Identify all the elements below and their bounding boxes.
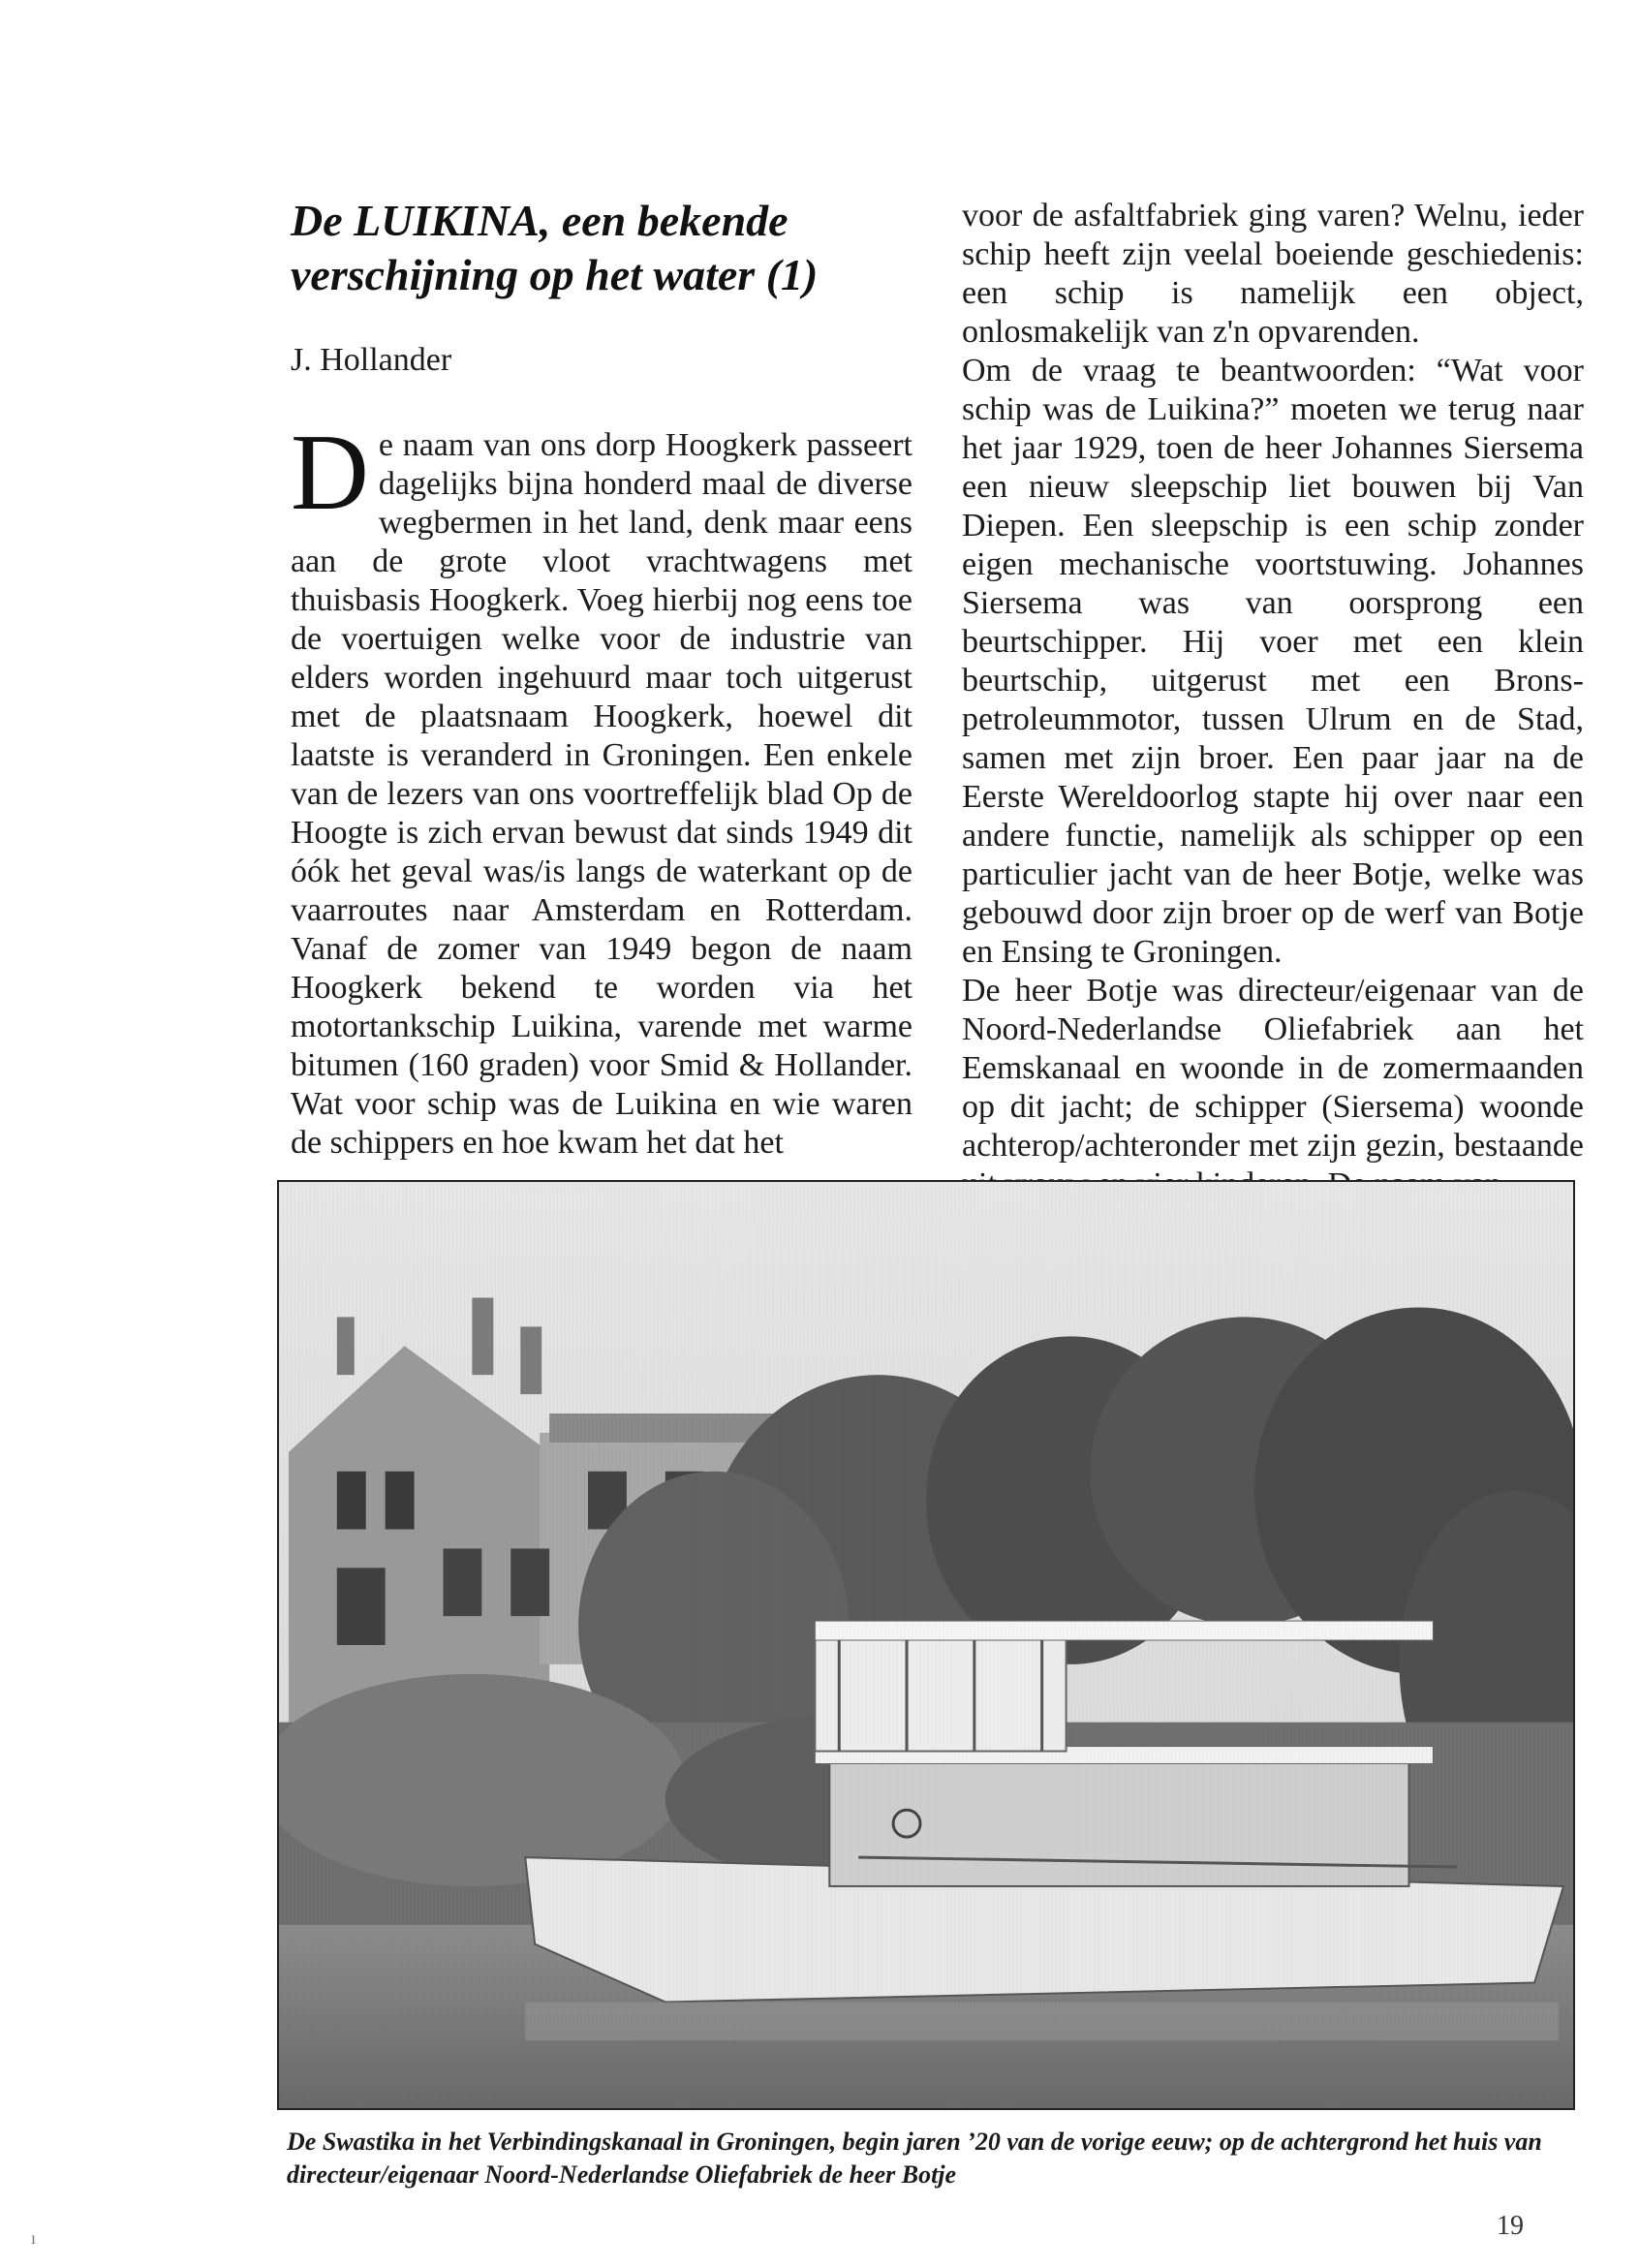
right-paragraph-3: De heer Botje was directeur/eigenaar van de Noord-Nederlandse Oliefabriek aan het Eemskanaal en woonde in de zomermaanden op dit jacht; de schipper (Siersema) woonde achterop/achteronder met zijn gezin, bestaande xyxy=(962,973,1584,1164)
photo-caption: De Swastika in het Verbindingskanaal in Groningen, begin jaren ’20 van de vorige eeuw; op de achtergrond het huis van directeur/eigenaar Noord-Nederlandse Oliefabriek de heer Botje xyxy=(287,2128,1542,2189)
article-title: De LUIKINA, een bekende verschijning op het water (1) xyxy=(291,196,819,299)
left-paragraph xyxy=(291,413,912,1163)
drop-cap: D xyxy=(291,413,369,533)
right-column xyxy=(962,197,1584,1204)
right-paragraph-2: Om de vraag te beantwoorden: “Wat voor schip was de Luikina?” moeten we terug naar het jaar 1929, toen de heer Johannes Siersema een nieuw sleepschip liet bouwen bij Van Diepen. Een sleepschip is een schip zonder eigen mechanische voortstuwing. Johannes Siersema was van oorsprong een beurtschipper. Hij voer met een klein beurtschip, uitgerust met een Brons-petroleummotor, tussen Ulrum en de Stad, samen met zijn broer. Een paar jaar na de Eerste Wereldoorlog stapte hij over naar een andere functie, namelijk als schipper op een particulier jacht van de heer Botje, welke was gebouwd door zijn broer op de werf van Botje en Ensing te Groningen. xyxy=(962,353,1584,970)
left-column xyxy=(291,194,912,1163)
margin-mark: ı xyxy=(31,2228,37,2248)
article-author: J. Hollander xyxy=(291,342,452,378)
historic-photo xyxy=(277,1180,1575,2110)
photo-illustration xyxy=(279,1182,1573,2108)
right-paragraph-1: voor de asfaltfabriek ging varen? Welnu, ieder schip heeft zijn veelal boeiende geschiedenis: een schip is namelijk een object, onlosmakelijk van z'n opvarenden. xyxy=(962,198,1584,350)
page-number: 19 xyxy=(1497,2211,1524,2241)
left-paragraph-text: e naam van ons dorp Hoogkerk passeert dagelijks bijna honderd maal de diverse wegbermen in het land, denk maar eens aan de grote vloot vrachtwagens met thuisbasis Hoogkerk. Voeg hierbij nog eens toe de voertuigen welke voor de industrie van elders worden ingehuurd maar toch uitgerust met de plaatsnaam Hoogkerk, hoewel dit laatste is veranderd in Groningen. Een enkele van de lezers van ons voortreffelijk blad Op de Hoogte is zich ervan bewust dat sinds 1949 dit óók het geval was/is langs de waterkant op de vaarroutes naar Amsterdam en Rotterdam. Vanaf de zomer van 1949 begon de naam Hoogkerk bekend te worden via het motortankschip Luikina, varende met warme bitumen (160 graden) voor Smid & Hollander. Wat voor schip was de Luikina en wie waren de schippers en hoe kwam het dat het xyxy=(291,427,912,1161)
